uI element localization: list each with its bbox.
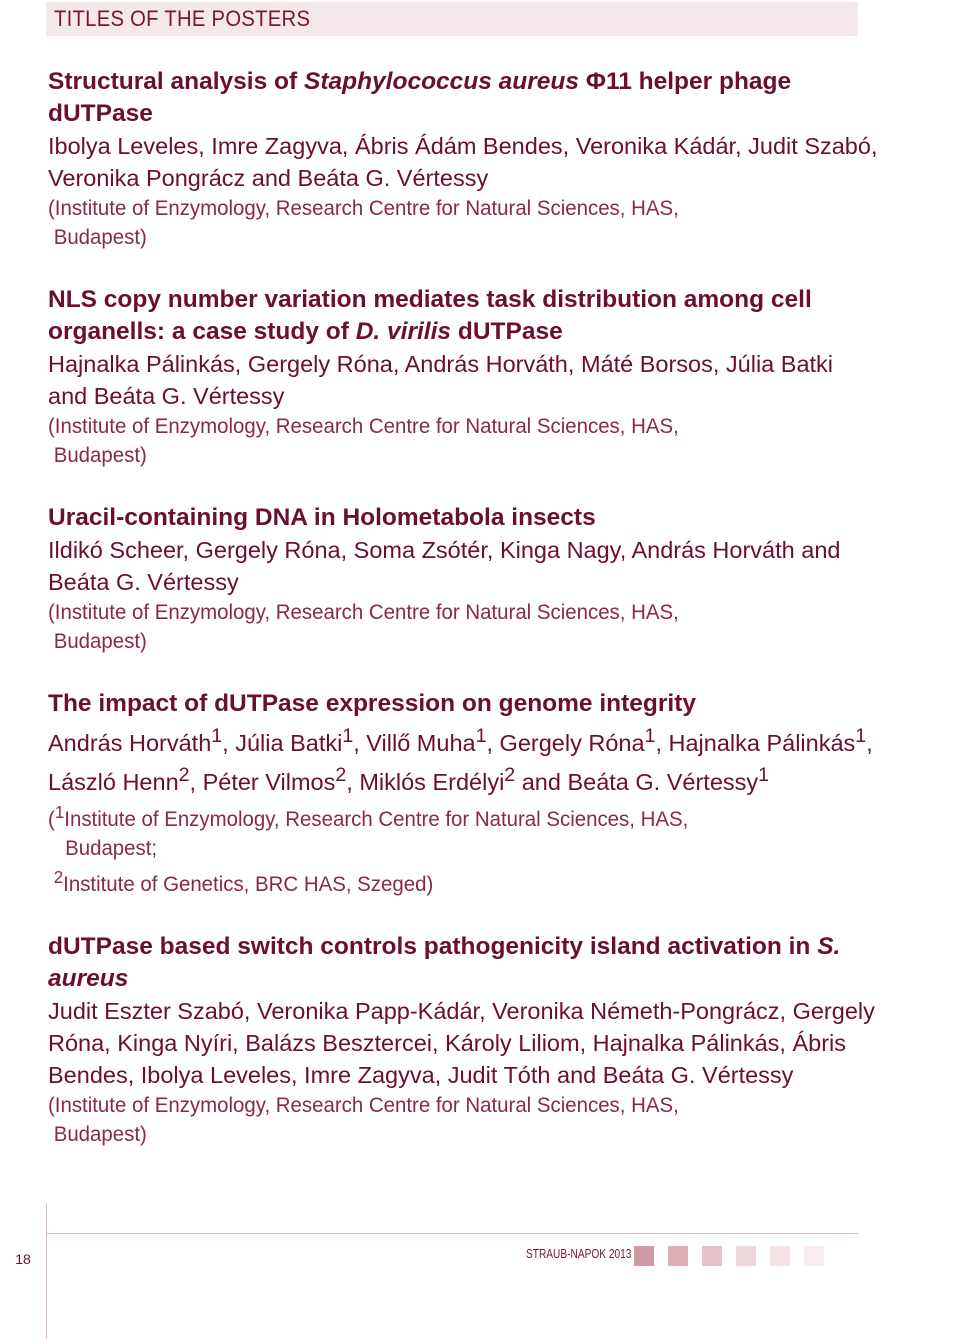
- decor-square: [702, 1246, 722, 1266]
- poster-entry-2: [48, 284, 878, 470]
- poster-list: [48, 66, 878, 1181]
- poster-affiliation: (Institute of Enzymology, Research Centre for Natural Sciences, HAS, Budapest): [48, 196, 679, 249]
- section-title: TITLES OF THE POSTERS: [54, 6, 311, 31]
- author-affiliation-mark: 1: [211, 725, 223, 747]
- poster-entry-5: [48, 931, 878, 1149]
- author-affiliation-mark: 1: [855, 725, 867, 747]
- poster-authors: Hajnalka Pálinkás, Gergely Róna, András Horváth, Máté Borsos, Júlia Batki and Beáta G. Vértessy: [48, 351, 834, 409]
- footer-horizontal-rule: [46, 1233, 858, 1234]
- decor-square: [770, 1246, 790, 1266]
- poster-title: NLS copy number variation mediates task distribution among cell organells: a case study of D. virilis dUTPase: [48, 286, 812, 345]
- author-name: László Henn: [48, 768, 179, 795]
- poster-title: dUTPase based switch controls pathogenicity island activation in S. aureus: [48, 932, 841, 992]
- poster-authors: Ibolya Leveles, Imre Zagyva, Ábris Ádám Bendes, Veronika Kádár, Judit Szabó, Veronika Pongrácz and Beáta G. Vértessy: [48, 133, 878, 191]
- footer-vertical-rule: [46, 1203, 47, 1339]
- poster-affiliation: (Institute of Enzymology, Research Centre for Natural Sciences, HAS, Budapest): [48, 1092, 679, 1146]
- poster-title: Structural analysis of Staphylococcus aureus Φ11 helper phage dUTPase: [48, 68, 792, 127]
- decor-square: [736, 1246, 756, 1266]
- poster-title: The impact of dUTPase expression on genome integrity: [48, 690, 697, 717]
- poster-affiliation: (Institute of Enzymology, Research Centre for Natural Sciences, HAS, Budapest): [48, 414, 679, 467]
- decor-square: [668, 1246, 688, 1266]
- poster-affiliation: (Institute of Enzymology, Research Centre for Natural Sciences, HAS, Budapest): [48, 600, 679, 653]
- author-name: and Beáta G. Vértessy: [521, 768, 759, 795]
- decor-square: [634, 1246, 654, 1266]
- poster-affiliation: ($^1$Institute of Enzymology, Research Centre for Natural Sciences, HAS, Budapest; $^2$Institute of Genetics, BRC HAS, Szeged): [48, 801, 689, 896]
- author-name: Villő Muha: [366, 729, 476, 756]
- author-name: Miklós Erdélyi: [359, 768, 505, 795]
- author-name: Gergely Róna: [499, 729, 645, 756]
- poster-entry-4: [48, 688, 878, 899]
- footer-brand: STRAUB-NAPOK 2013: [526, 1246, 632, 1261]
- author-affiliation-mark: 2: [504, 763, 516, 786]
- author-affiliation-mark: 1: [342, 725, 354, 747]
- page-number: 18: [15, 1251, 31, 1267]
- poster-authors: Ildikó Scheer, Gergely Róna, Soma Zsótér, Kinga Nagy, András Horváth and Beáta G. Vértessy: [48, 537, 841, 595]
- section-header: [46, 2, 858, 36]
- poster-authors: András Horváth$^1$, Júlia Batki$^1$, Villő Muha$^1$, Gergely Róna$^1$, Hajnalka Pálinkás$^1$, László Henn$^2$, Péter Vilmos$^2$, Miklós Erdélyi$^2$ and Beáta G. Vértessy$^1$: [48, 725, 873, 795]
- poster-authors: Judit Eszter Szabó, Veronika Papp-Kádár, Veronika Németh-Pongrácz, Gergely Róna, Kinga Nyíri, Balázs Besztercei, Károly Liliom, Hajnalka Pálinkás, Ábris Bendes, Ibolya Leveles, Imre Zagyva, Judit Tóth and Beáta G. Vértessy: [48, 997, 875, 1088]
- author-name: András Horváth: [48, 729, 212, 756]
- poster-entry-1: [48, 66, 878, 252]
- poster-title: Uracil-containing DNA in Holometabola insects: [48, 504, 596, 531]
- author-name: Hajnalka Pálinkás: [668, 729, 856, 756]
- author-affiliation-mark: 2: [178, 763, 190, 786]
- author-affiliation-mark: 1: [644, 725, 656, 747]
- poster-entry-3: [48, 502, 878, 656]
- author-name: Júlia Batki: [235, 729, 343, 756]
- decor-square: [804, 1246, 824, 1266]
- author-affiliation-mark: 1: [475, 725, 487, 747]
- author-name: Péter Vilmos: [202, 768, 336, 795]
- author-affiliation-mark: 2: [335, 763, 347, 786]
- author-affiliation-mark: 1: [758, 763, 770, 786]
